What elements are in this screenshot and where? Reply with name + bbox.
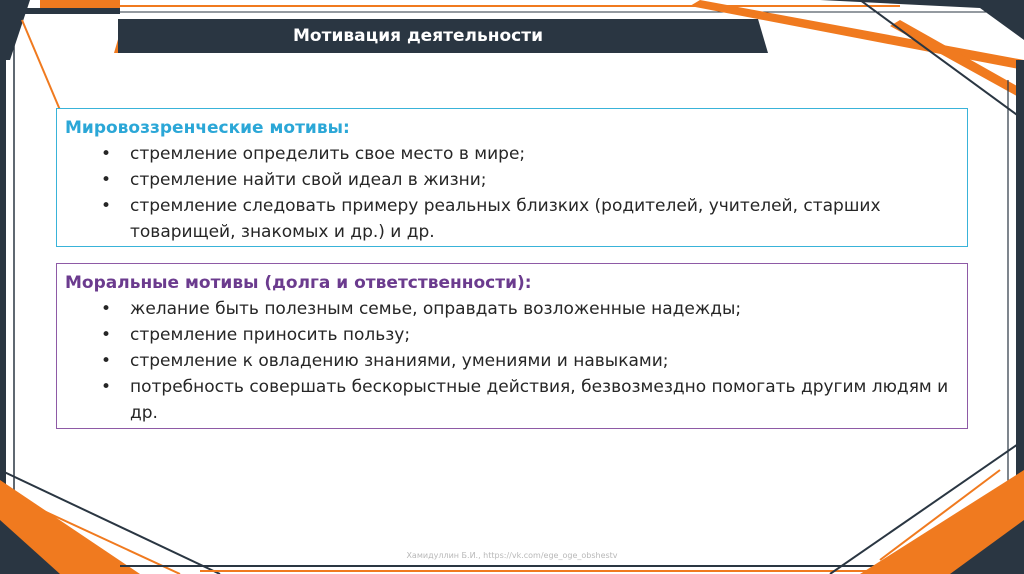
moral-motives-list: [65, 296, 955, 426]
moral-motives-heading: Моральные мотивы (долга и ответственности):: [65, 273, 532, 293]
worldview-motives-heading: Мировоззренческие мотивы:: [65, 118, 350, 138]
list-item: • стремление к овладению знаниями, умениями и навыками;: [65, 348, 955, 374]
footer-credit: Хамидуллин Б.И., https://vk.com/ege_oge_obshestv: [406, 551, 618, 560]
list-item: • желание быть полезным семье, оправдать возложенные надежды;: [65, 296, 955, 322]
list-item: • потребность совершать бескорыстные действия, безвозмездно помогать другим людям и др.: [65, 374, 955, 426]
list-item: • стремление найти свой идеал в жизни;: [65, 167, 955, 193]
worldview-motives-list: [65, 141, 955, 245]
slide-title: Мотивация деятельности: [293, 26, 543, 46]
moral-motives-box: [56, 263, 968, 429]
list-item: • стремление определить свое место в мире;: [65, 141, 955, 167]
worldview-motives-box: [56, 108, 968, 247]
list-item: • стремление приносить пользу;: [65, 322, 955, 348]
list-item: • стремление следовать примеру реальных близких (родителей, учителей, старших товарищей, знакомых и др.) и др.: [65, 193, 955, 245]
